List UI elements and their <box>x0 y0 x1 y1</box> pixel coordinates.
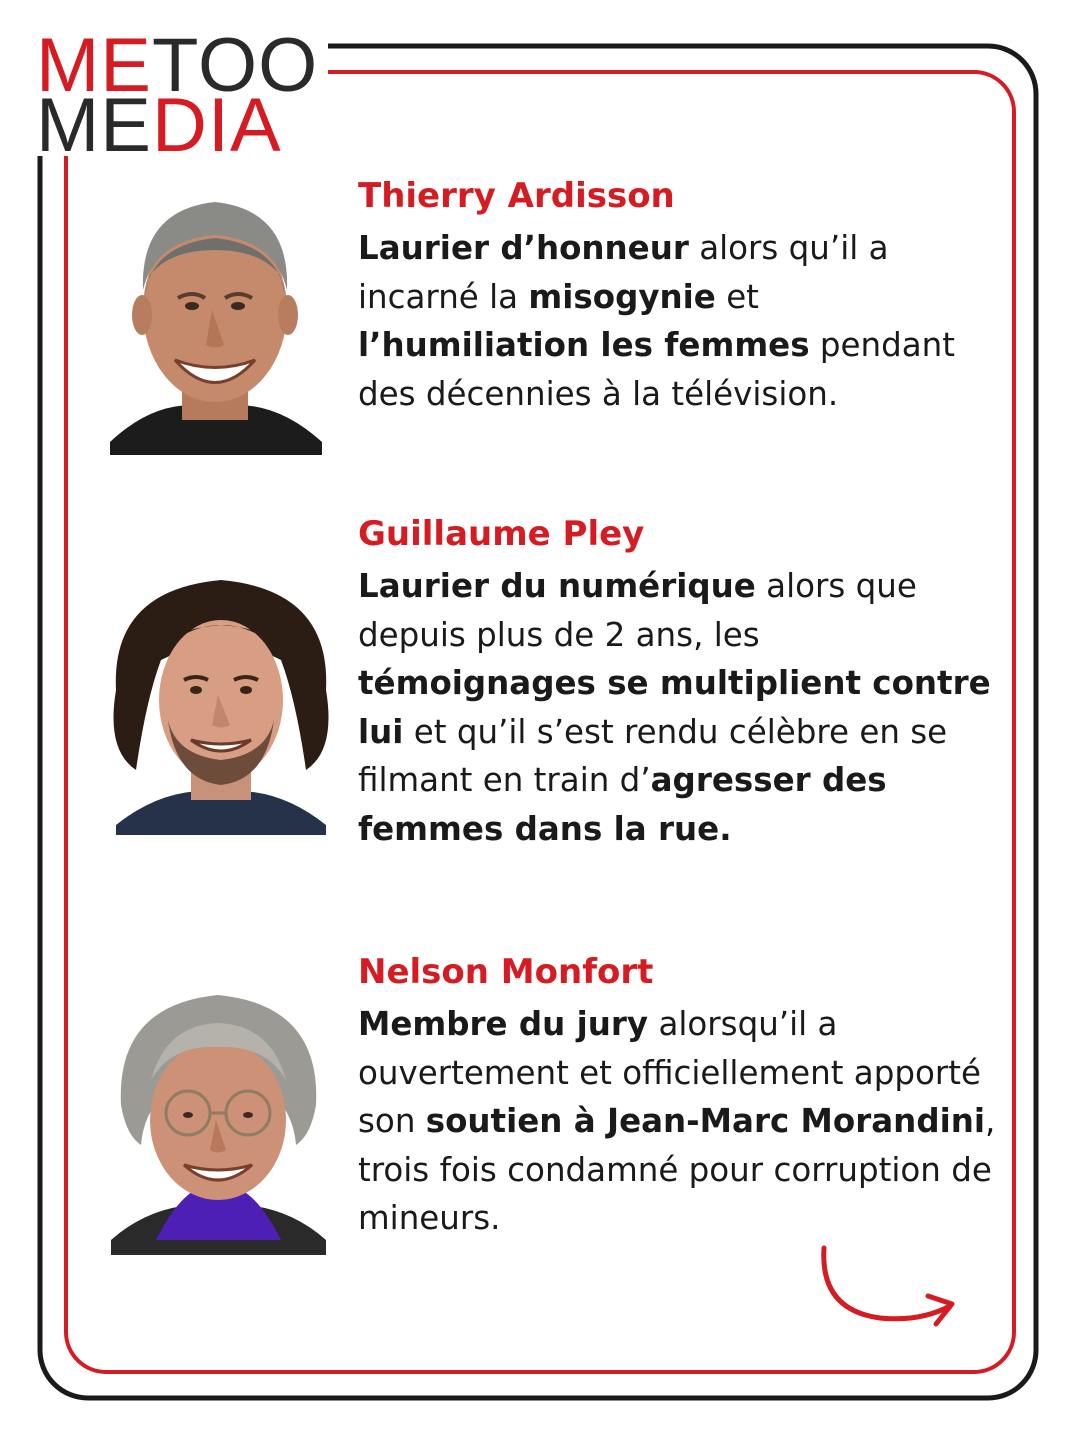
entry-name: Guillaume Pley <box>358 514 645 554</box>
desc-part: Membre du jury <box>358 1005 649 1043</box>
desc-part: misogynie <box>528 277 716 316</box>
brand-logo <box>36 23 328 168</box>
curved-arrow-right-icon[interactable] <box>810 1240 970 1340</box>
desc-part: , trois fois condamné pour corruption de mineurs. <box>358 1102 996 1237</box>
logo-line-2 <box>36 83 318 168</box>
desc-part: témoignages se multiplient contre lui <box>358 664 991 751</box>
desc-part: alorsqu’il a ouvertement et officiellement apporté son <box>358 1005 981 1140</box>
desc-part: l’humiliation les femmes <box>358 326 810 364</box>
entry-name: Thierry Ardisson <box>358 176 675 216</box>
entry-1 <box>358 176 998 418</box>
logo-line2-red: DIA <box>152 83 282 168</box>
desc-part: alors qu’il a incarné la <box>358 229 889 316</box>
entry-description <box>358 1000 998 1243</box>
logo-line2-dark: ME <box>36 83 152 168</box>
desc-part: Laurier du numérique <box>358 567 756 605</box>
desc-part: Laurier d’honneur <box>358 229 689 267</box>
desc-part: et <box>715 277 759 316</box>
desc-part: et qu’il s’est rendu célèbre en se filmant en train d’ <box>358 712 948 799</box>
entry-3 <box>358 952 998 1243</box>
portrait-curly-gray-hair-glasses-man <box>106 985 331 1255</box>
entry-description <box>358 562 998 853</box>
entry-2 <box>358 514 998 853</box>
desc-part: pendant des décennies à la télévision. <box>358 326 956 413</box>
portrait-curly-hair-bearded-man <box>96 570 346 835</box>
entry-name: Nelson Monfort <box>358 952 654 992</box>
logo-line1-dark: TOO <box>152 23 319 108</box>
desc-part: agresser des femmes dans la rue. <box>358 761 887 848</box>
portrait-gray-hair-smiling-man <box>100 180 330 455</box>
logo-line1-red: ME <box>36 23 152 108</box>
entry-description <box>358 224 998 418</box>
desc-part: alors que depuis plus de 2 ans, les <box>358 567 917 654</box>
desc-part: soutien à Jean-Marc Morandini <box>425 1102 985 1140</box>
